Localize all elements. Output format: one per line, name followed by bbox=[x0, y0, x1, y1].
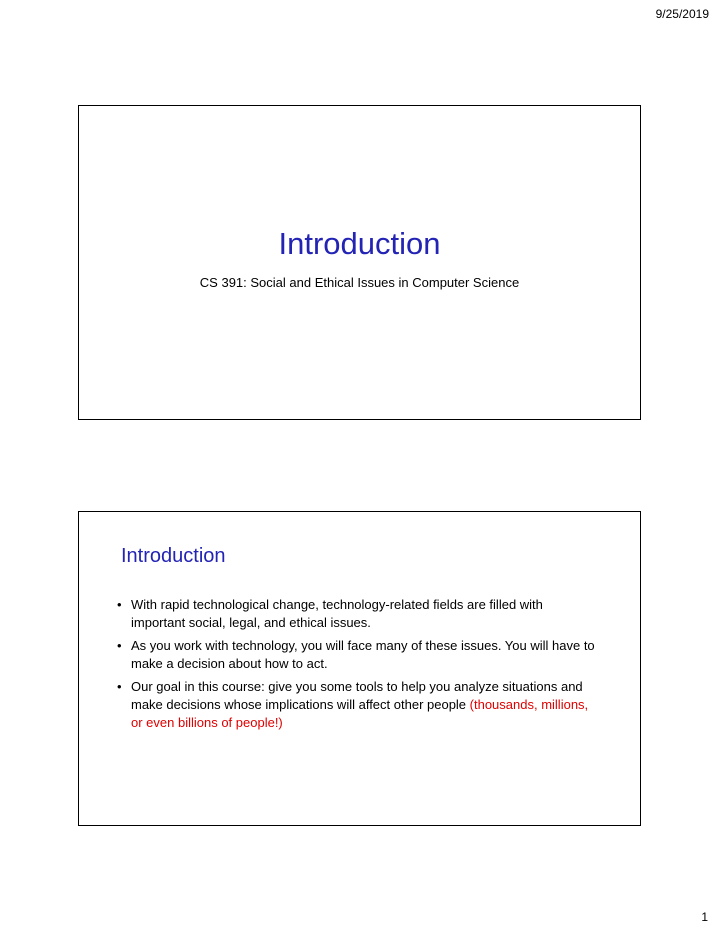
slide-subtitle: CS 391: Social and Ethical Issues in Computer Science bbox=[199, 275, 520, 290]
bullet-icon: • bbox=[117, 597, 122, 612]
bullet-item bbox=[117, 596, 597, 632]
bullet-item bbox=[117, 678, 597, 732]
bullet-highlight: (thousands, millions, or even billions of people!) bbox=[131, 697, 589, 730]
slide-title: Introduction bbox=[278, 226, 441, 261]
content-slide bbox=[78, 511, 641, 826]
bullet-icon: • bbox=[117, 679, 122, 694]
bullet-text: With rapid technological change, technology-related fields are filled with important social, legal, and ethical issues. bbox=[131, 597, 543, 630]
date-label: 9/25/2019 bbox=[655, 7, 709, 21]
bullet-text: Our goal in this course: give you some tools to help you analyze situations and make decisions whose implications will affect other people bbox=[131, 679, 583, 712]
bullet-text: As you work with technology, you will face many of these issues. You will have to make a decision about how to act. bbox=[131, 638, 595, 671]
bullet-icon: • bbox=[117, 638, 122, 653]
bullet-item bbox=[117, 637, 597, 673]
title-slide bbox=[78, 105, 641, 420]
slide-heading: Introduction bbox=[121, 545, 226, 567]
page-number: 1 bbox=[701, 910, 708, 924]
bullet-list bbox=[117, 596, 597, 737]
